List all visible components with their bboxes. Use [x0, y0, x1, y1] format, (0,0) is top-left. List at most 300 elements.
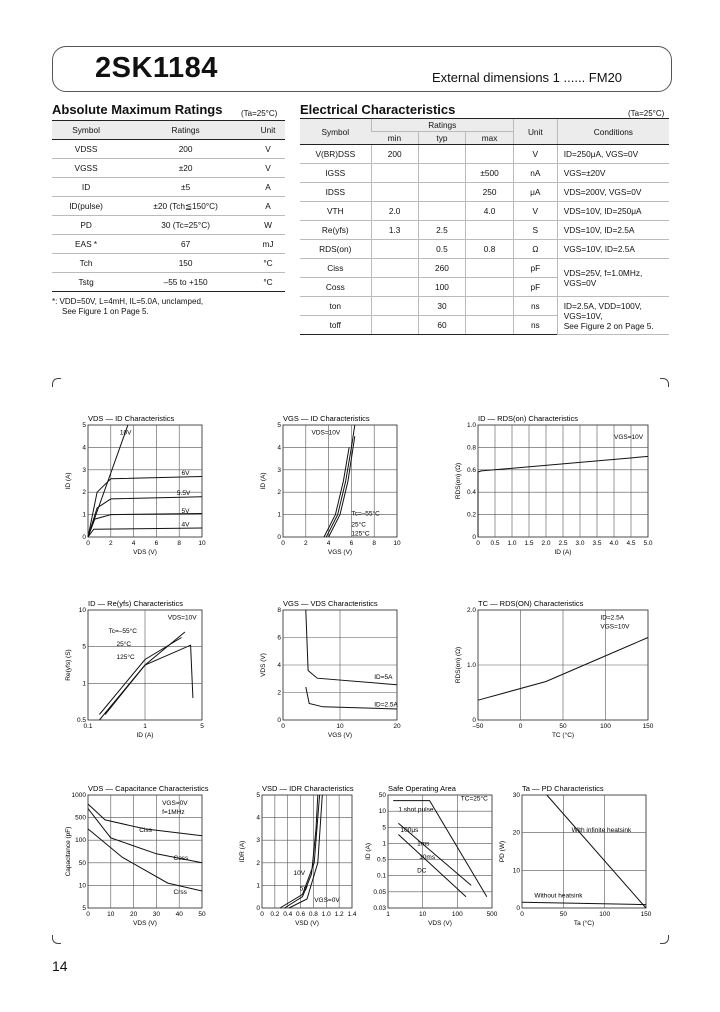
amr-cell: ±20 (Tch≦150°C)	[120, 197, 251, 216]
y-tick-label: 0.8	[466, 444, 476, 452]
x-axis-label: VGS (V)	[327, 549, 353, 556]
ec-header-max: max	[466, 132, 514, 145]
graph-title: ID — RDS(on) Characteristics	[478, 414, 579, 423]
ec-cell: 1.3	[371, 221, 418, 240]
y-tick-label: 0	[256, 905, 260, 912]
y-tick-label: 1.0	[466, 662, 476, 669]
y-tick-label: 0	[472, 717, 476, 724]
y-axis-label: ID (A)	[65, 472, 72, 490]
ec-cell: ns	[513, 316, 557, 335]
ec-cell: ns	[513, 297, 557, 316]
x-tick-label: 0.6	[296, 911, 306, 918]
curve-label: ID=5A	[374, 674, 393, 681]
ec-cell	[466, 221, 514, 240]
graph-1	[62, 411, 214, 563]
amr-cell: ID(pulse)	[52, 197, 120, 216]
y-tick-label: 500	[75, 814, 86, 822]
ec-cell: toff	[300, 316, 371, 335]
x-tick-label: 5.0	[643, 540, 653, 547]
y-tick-label: 10	[78, 607, 86, 614]
x-tick-label: 4.5	[626, 540, 636, 547]
y-tick-label: 0	[516, 905, 520, 912]
amr-cell: °C	[251, 273, 285, 292]
y-axis-label: ID (A)	[260, 472, 267, 490]
y-tick-label: 0.4	[466, 489, 476, 497]
y-tick-label: 0	[82, 534, 86, 541]
x-tick-label: 10	[393, 540, 401, 547]
ec-cell	[557, 259, 669, 297]
y-tick-label: 0.03	[373, 905, 386, 912]
graph-title: VGS — VDS Characteristics	[283, 599, 378, 608]
x-tick-label: 1.4	[347, 911, 357, 918]
amr-cell: VDSS	[52, 140, 120, 159]
ec-row	[300, 297, 669, 316]
x-tick-label: 20	[129, 911, 138, 918]
x-tick-label: 150	[640, 911, 652, 918]
ec-cell: IGSS	[300, 164, 371, 183]
amr-cell: V	[251, 159, 285, 178]
y-tick-label: 10	[378, 808, 386, 816]
x-tick-label: 0	[476, 540, 480, 547]
x-tick-label: 1.0	[321, 911, 331, 918]
amr-cell: °C	[251, 254, 285, 273]
x-tick-label: 2.0	[541, 540, 551, 547]
curve	[99, 638, 181, 715]
x-tick-label: 0	[86, 911, 90, 918]
y-tick-label: 0	[277, 534, 281, 541]
y-tick-label: 30	[512, 792, 520, 799]
ec-cell: VGS=±20V	[557, 164, 669, 183]
x-tick-label: 2.5	[558, 540, 568, 547]
curve-label: 1 shot pulse	[398, 806, 434, 814]
graph-9	[362, 781, 504, 934]
curve-label: With infinite heatsink	[571, 826, 632, 834]
ec-header-unit: Unit	[513, 119, 557, 145]
amr-cell: ID	[52, 178, 120, 197]
ec-cell: pF	[513, 259, 557, 278]
ec-cell: 100	[418, 278, 466, 297]
curve-label: 100μs	[400, 826, 419, 834]
x-tick-label: 6	[349, 540, 354, 547]
frame-corner	[52, 378, 61, 387]
x-tick-label: 0	[260, 911, 264, 918]
x-tick-label: 3.0	[575, 540, 585, 547]
x-tick-label: 0.2	[270, 911, 280, 918]
y-tick-label: 1	[82, 511, 86, 519]
y-tick-label: 4	[256, 814, 260, 822]
ec-row	[300, 240, 669, 259]
x-tick-label: 8	[372, 540, 377, 547]
ec-header-min: min	[371, 132, 418, 145]
amr-note	[52, 297, 203, 317]
y-tick-label: 0.05	[373, 888, 386, 896]
graph-4	[62, 596, 214, 746]
graph-3	[452, 411, 660, 563]
amr-cell: A	[251, 178, 285, 197]
ec-row	[300, 202, 669, 221]
amr-row	[52, 197, 285, 216]
ec-cond-line: ID=2.5A, VDD=100V,	[563, 300, 642, 311]
x-tick-label: 0	[520, 911, 524, 918]
y-tick-label: 1000	[71, 792, 86, 799]
x-tick-label: 4	[131, 540, 136, 547]
curve-label: Ciss	[139, 826, 152, 834]
amr-note-line: See Figure 1 on Page 5.	[62, 307, 149, 316]
ec-cell: 30	[418, 297, 466, 316]
x-tick-label: 1.0	[507, 540, 517, 547]
ec-row	[300, 183, 669, 202]
curve-label: 125°C	[351, 530, 370, 538]
ec-cell: 260	[418, 259, 466, 278]
curve	[522, 902, 646, 904]
y-tick-label: 2	[82, 489, 86, 497]
y-axis-label: RDS(on) (Ω)	[455, 462, 462, 500]
curve-label: 5V	[299, 885, 308, 893]
x-tick-label: 100	[600, 723, 611, 730]
y-tick-label: 5	[277, 422, 281, 429]
x-tick-label: 2	[108, 540, 113, 547]
y-tick-label: 5	[256, 792, 260, 799]
x-tick-label: 50	[559, 723, 567, 730]
ec-title: Electrical Characteristics	[300, 102, 456, 117]
y-tick-label: 0.1	[376, 872, 386, 880]
amr-title: Absolute Maximum Ratings	[52, 102, 223, 117]
ec-cell: 60	[418, 316, 466, 335]
ec-cond-line: VGS=10V,	[563, 310, 603, 321]
y-tick-label: 0.5	[376, 856, 386, 864]
ec-cell: 200	[371, 145, 418, 164]
ec-cell	[371, 316, 418, 335]
curve-label: Tc=–55°C	[351, 510, 380, 518]
y-tick-label: 4	[277, 662, 281, 669]
ec-cell: VTH	[300, 202, 371, 221]
curve-label: VDS=10V	[311, 429, 341, 437]
x-tick-label: 10	[198, 540, 206, 547]
amr-table	[52, 120, 285, 292]
y-tick-label: 1	[82, 680, 86, 688]
amr-header-ratings: Ratings	[120, 121, 251, 140]
graph-title: VSD — IDR Characteristics	[262, 784, 354, 793]
curve	[88, 528, 202, 537]
y-tick-label: 3	[256, 837, 260, 845]
curve-label: VDS=10V	[167, 614, 197, 622]
x-tick-label: 0	[281, 540, 285, 547]
x-tick-label: –50	[472, 723, 484, 730]
y-tick-label: 50	[378, 792, 386, 799]
amr-cell: EAS *	[52, 235, 120, 254]
ec-cell: Re(yfs)	[300, 221, 371, 240]
amr-header-symbol: Symbol	[52, 121, 120, 140]
amr-row	[52, 140, 285, 159]
y-axis-label: Capacitance (pF)	[65, 826, 72, 877]
amr-cell: Tch	[52, 254, 120, 273]
curve-label: Crss	[173, 889, 187, 897]
curve-label: Tc=–55°C	[108, 627, 137, 635]
curve	[99, 632, 184, 720]
y-tick-label: 5	[82, 643, 86, 651]
ec-cond-line: VGS=0V	[563, 277, 597, 288]
page-number: 14	[52, 958, 68, 974]
y-tick-label: 5	[82, 422, 86, 429]
y-tick-label: 0.5	[76, 717, 86, 724]
y-tick-label: 6	[277, 634, 281, 642]
y-tick-label: 8	[277, 607, 281, 614]
plot-frame	[283, 425, 397, 537]
amr-row	[52, 273, 285, 292]
ec-header-ratings: Ratings	[371, 119, 513, 132]
x-tick-label: 4	[326, 540, 331, 547]
x-tick-label: 1	[386, 911, 390, 918]
x-tick-label: 5	[200, 723, 204, 730]
ec-cell	[371, 183, 418, 202]
graph-5	[257, 596, 409, 746]
curve-label: VGS=0V	[162, 799, 188, 807]
curve-label: TC=25°C	[460, 795, 488, 803]
x-tick-label: 40	[175, 911, 183, 918]
x-axis-label: VGS (V)	[327, 732, 353, 739]
curve-label: f=1MHz	[162, 808, 185, 816]
amr-cell: 150	[120, 254, 251, 273]
amr-cell: –55 to +150	[120, 273, 251, 292]
y-tick-label: 5	[382, 824, 386, 832]
plot-frame	[522, 795, 646, 908]
curve-label: Without heatsink	[534, 892, 583, 900]
y-tick-label: 1	[277, 511, 281, 519]
amr-note-line: *: VDD=50V, L=4mH, IL=5.0A, unclamped,	[52, 297, 204, 306]
amr-row	[52, 178, 285, 197]
ec-cell	[466, 316, 514, 335]
ec-header-typ: typ	[418, 132, 466, 145]
ec-cell: 4.0	[466, 202, 514, 221]
graph-title: VDS — Capacitance Characteristics	[88, 784, 209, 793]
ec-cell	[466, 145, 514, 164]
y-tick-label: 50	[78, 859, 86, 867]
ec-header-symbol: Symbol	[300, 119, 371, 145]
amr-condition: (Ta=25°C)	[241, 109, 278, 118]
ec-cell: ±500	[466, 164, 514, 183]
ec-cell: V	[513, 145, 557, 164]
ec-cell	[371, 164, 418, 183]
ec-cell: VDS=10V, ID=250μA	[557, 202, 669, 221]
x-axis-label: TC (°C)	[551, 732, 575, 739]
frame-corner	[660, 378, 669, 387]
ec-cell: VDS=200V, VGS=0V	[557, 183, 669, 202]
graph-6	[452, 596, 660, 746]
curve-label: 10V	[119, 429, 132, 437]
x-tick-label: 6	[154, 540, 159, 547]
y-tick-label: 20	[512, 829, 520, 837]
ec-cell	[466, 278, 514, 297]
graph-title: TC — RDS(ON) Characteristics	[478, 599, 584, 608]
ec-row	[300, 259, 669, 278]
y-axis-label: IDR (A)	[239, 840, 246, 863]
y-tick-label: 0.2	[466, 511, 476, 519]
graph-title: Ta — PD Characteristics	[522, 784, 604, 793]
ec-cond-line: VDS=25V, f=1.0MHz,	[563, 267, 643, 278]
ec-cell: ID=250μA, VGS=0V	[557, 145, 669, 164]
amr-row	[52, 216, 285, 235]
graph-2	[257, 411, 409, 563]
x-tick-label: 1.2	[334, 911, 344, 918]
ec-cell	[418, 145, 466, 164]
x-tick-label: 2	[303, 540, 308, 547]
x-tick-label: 4.0	[609, 540, 619, 547]
graph-title: Safe Operating Area	[388, 784, 456, 793]
x-axis-label: VDS (V)	[133, 920, 157, 927]
ec-cell: 0.8	[466, 240, 514, 259]
amr-cell: Tstg	[52, 273, 120, 292]
ec-cell: μA	[513, 183, 557, 202]
ec-row	[300, 145, 669, 164]
x-tick-label: 0	[86, 540, 90, 547]
y-tick-label: 10	[78, 882, 86, 890]
x-tick-label: 20	[393, 723, 401, 730]
ec-cell	[418, 202, 466, 221]
curve-label: 5V	[181, 508, 190, 516]
y-tick-label: 10	[512, 867, 520, 875]
x-tick-label: 0	[281, 723, 285, 730]
curve-label: 25°C	[351, 521, 366, 529]
curve-label: ID=2.5A	[600, 614, 625, 622]
ec-cell: Coss	[300, 278, 371, 297]
amr-cell: ±20	[120, 159, 251, 178]
x-tick-label: 50	[559, 911, 567, 918]
ec-row	[300, 164, 669, 183]
amr-cell: 67	[120, 235, 251, 254]
amr-cell: 200	[120, 140, 251, 159]
curve-label: Coss	[173, 855, 189, 863]
graph-7	[62, 781, 214, 934]
curve-label: 5.5V	[176, 490, 191, 498]
ec-cond-line: See Figure 2 on Page 5.	[563, 320, 654, 331]
x-axis-label: ID (A)	[554, 549, 572, 556]
amr-cell: PD	[52, 216, 120, 235]
ec-cell: RDS(on)	[300, 240, 371, 259]
part-number: 2SK1184	[95, 52, 218, 84]
x-tick-label: 30	[152, 911, 161, 918]
ec-cell	[371, 278, 418, 297]
x-tick-label: 0.1	[83, 723, 93, 730]
y-tick-label: 0	[472, 534, 476, 541]
ec-cell: pF	[513, 278, 557, 297]
ec-cell: VGS=10V, ID=2.5A	[557, 240, 669, 259]
ec-cell: S	[513, 221, 557, 240]
curve-label: VGS=0V	[314, 896, 340, 904]
curve-label: 125°C	[116, 654, 135, 662]
ec-header-conditions: Conditions	[557, 119, 669, 145]
y-axis-label: VDS (V)	[260, 653, 267, 677]
curve-label: ID=2.5A	[374, 701, 398, 709]
x-axis-label: VDS (V)	[428, 920, 452, 927]
y-axis-label: Re(yfs) (S)	[65, 649, 72, 681]
ec-cell	[371, 240, 418, 259]
curve-label: 4V	[181, 521, 190, 529]
x-tick-label: 10	[419, 911, 427, 918]
ec-cell: 2.5	[418, 221, 466, 240]
curve	[547, 795, 646, 908]
ec-cell: 0.5	[418, 240, 466, 259]
amr-cell: A	[251, 197, 285, 216]
x-axis-label: ID (A)	[136, 732, 154, 739]
curve	[393, 801, 487, 897]
ec-cell	[466, 259, 514, 278]
y-tick-label: 3	[82, 466, 86, 474]
y-axis-label: ID (A)	[365, 843, 372, 860]
ec-cell	[418, 183, 466, 202]
curve	[88, 497, 202, 537]
x-tick-label: 0.5	[490, 540, 500, 547]
curve	[326, 425, 355, 537]
x-tick-label: 500	[486, 911, 498, 918]
x-tick-label: 100	[451, 911, 463, 918]
x-tick-label: 0	[518, 723, 523, 730]
ec-cell	[466, 297, 514, 316]
curve-label: 25°C	[116, 641, 132, 648]
x-tick-label: 1	[143, 723, 147, 730]
curve-label: VGS=10V	[600, 623, 630, 631]
y-tick-label: 1	[256, 882, 260, 890]
amr-row	[52, 235, 285, 254]
ec-cell: Ω	[513, 240, 557, 259]
ec-cell: 2.0	[371, 202, 418, 221]
amr-header-unit: Unit	[251, 121, 285, 140]
amr-cell: 30 (Tc=25°C)	[120, 216, 251, 235]
external-dimensions: External dimensions 1 ...... FM20	[432, 70, 623, 85]
amr-cell: VGSS	[52, 159, 120, 178]
ec-cell: V(BR)DSS	[300, 145, 371, 164]
y-tick-label: 2	[256, 859, 260, 867]
y-tick-label: 0	[277, 717, 281, 724]
y-tick-label: 100	[75, 837, 86, 845]
ec-cell: nA	[513, 164, 557, 183]
y-tick-label: 4	[82, 444, 86, 452]
curve-label: 10V	[293, 869, 306, 877]
curve-label: 1ms	[417, 840, 430, 848]
frame-corner	[52, 935, 61, 944]
y-tick-label: 2.0	[466, 607, 476, 614]
ec-cell	[371, 259, 418, 278]
amr-row	[52, 254, 285, 273]
curve-label: DC	[417, 867, 427, 875]
graph-title: VGS — ID Characteristics	[283, 414, 370, 423]
graph-title: ID — Re(yfs) Characteristics	[88, 599, 184, 608]
ec-cell: IDSS	[300, 183, 371, 202]
y-tick-label: 5	[82, 905, 86, 912]
ec-cell	[371, 297, 418, 316]
ec-condition: (Ta=25°C)	[628, 109, 665, 118]
ec-cell: V	[513, 202, 557, 221]
amr-cell: V	[251, 140, 285, 159]
y-tick-label: 3	[277, 466, 281, 474]
x-tick-label: 3.5	[592, 540, 602, 547]
y-axis-label: RDS(on) (Ω)	[455, 646, 462, 684]
amr-cell: mJ	[251, 235, 285, 254]
curve-label: VGS=10V	[614, 434, 644, 442]
ec-cell: VDS=10V, ID=2.5A	[557, 221, 669, 240]
ec-row	[300, 221, 669, 240]
x-axis-label: Ta (°C)	[573, 920, 595, 927]
frame-corner	[660, 935, 669, 944]
plot-frame	[88, 425, 202, 537]
ec-cell	[418, 164, 466, 183]
graph-title: VDS — ID Characteristics	[88, 414, 175, 423]
graph-10	[496, 781, 658, 934]
x-axis-label: VDS (V)	[133, 549, 157, 556]
x-tick-label: 100	[599, 911, 611, 918]
amr-row	[52, 159, 285, 178]
y-tick-label: 2	[277, 489, 281, 497]
x-tick-label: 10	[107, 911, 115, 918]
